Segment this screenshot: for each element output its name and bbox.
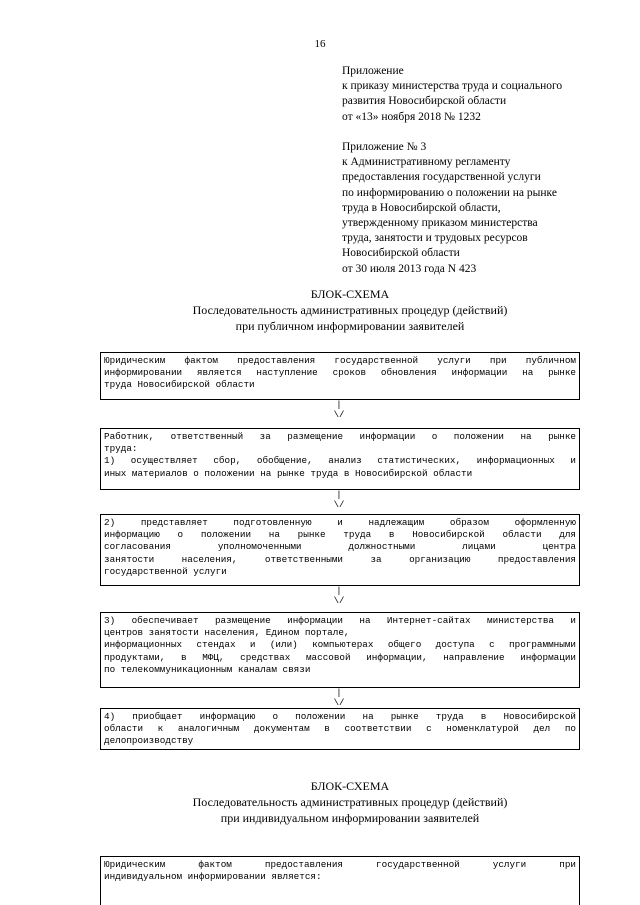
page-number: 16: [314, 38, 326, 50]
arrow-glyph: \/: [333, 596, 345, 606]
scheme-2-heading: [100, 778, 600, 826]
appendix-line: утвержденному приказом министерства: [342, 217, 538, 230]
box-line: труда Новосибирской области: [104, 379, 255, 391]
box-line: Работник, ответственный за размещение информации о положении на рынке: [104, 431, 576, 442]
flow-box-legal-fact: [100, 352, 580, 400]
appendix-line: Приложение № 3: [342, 141, 427, 153]
appendix-header: [342, 64, 612, 125]
scheme-1-heading: [100, 286, 600, 334]
box-line: труда:: [104, 443, 138, 455]
box-line: индивидуальном информировании является:: [104, 871, 322, 883]
appendix-line: от 30 июля 2013 года N 423: [342, 262, 477, 275]
scheme-subtitle: Последовательность административных процедур (действий): [192, 795, 508, 809]
box-line: занятости населения, ответственными за организацию предоставления: [104, 553, 576, 565]
flow-arrow-down-icon: | \/: [333, 586, 345, 606]
box-line: государственной услуги: [104, 565, 227, 577]
appendix-line: Новосибирской области: [342, 247, 460, 260]
box-line: центров занятости населения, Едином портале,: [104, 627, 350, 639]
box-line: Юридическим фактом предоставления государственной услуги при публичном: [104, 355, 576, 366]
box-line: 4) приобщает информацию о положении на рынке труда в Новосибирской: [104, 711, 576, 722]
appendix-line: от «13» ноября 2018 № 1232: [342, 110, 481, 123]
box-line: 2) представляет подготовленную и надлежащим образом оформленную: [104, 517, 576, 528]
scheme-title: БЛОК-СХЕМА: [310, 287, 390, 301]
arrow-glyph: \/: [333, 410, 345, 420]
arrow-glyph: \/: [333, 698, 345, 708]
flow-arrow-down-icon: | \/: [333, 400, 345, 420]
box-line: по телекоммуникационным каналам связи: [104, 663, 311, 675]
appendix-line: предоставления государственной услуги: [342, 171, 541, 184]
appendix-line: к Административному регламенту: [342, 156, 511, 169]
appendix-line: труда в Новосибирской области,: [342, 201, 501, 214]
box-line: информационных стендах и (или) компьютерах общего доступа с программными: [104, 639, 576, 651]
box-line: 1) осуществляет сбор, обобщение, анализ статистических, информационных и: [104, 455, 576, 467]
flow-arrow-down-icon: | \/: [333, 490, 345, 510]
arrow-glyph: \/: [333, 500, 345, 510]
flow-arrow-down-icon: | \/: [333, 688, 345, 708]
scheme-subtitle: при публичном информировании заявителей: [235, 319, 465, 333]
box-line: информацию о положении на рынке труда в Новосибирской области для: [104, 529, 576, 541]
box-line: продуктами, в МФЦ, средствах массовой информации, направление информации: [104, 651, 576, 663]
box-line: Юридическим фактом предоставления государственной услуги при: [104, 859, 576, 870]
appendix-line: по информированию о положении на рынке: [342, 186, 557, 199]
box-line: 3) обеспечивает размещение информации на Интернет-сайтах министерства и: [104, 615, 576, 626]
appendix-line: к приказу министерства труда и социального: [342, 80, 563, 93]
flow-box-individual-legal-fact: [100, 856, 580, 905]
flow-box-step-4: [100, 708, 580, 750]
appendix-3-header: [342, 140, 612, 277]
scheme-title: БЛОК-СХЕМА: [310, 779, 390, 793]
box-line: делопроизводству: [104, 735, 194, 747]
scheme-subtitle: при индивидуальном информировании заявителей: [220, 811, 480, 825]
flow-box-step-2: [100, 514, 580, 586]
scheme-subtitle: Последовательность административных процедур (действий): [192, 303, 508, 317]
flow-box-step-3: [100, 612, 580, 688]
box-line: области к аналогичным документам в соответствии с номенклатурой дел по: [104, 723, 576, 735]
box-line: информировании является наступление сроков обновления информации на рынке: [104, 367, 576, 379]
flow-box-step-1: [100, 428, 580, 490]
box-line: иных материалов о положении на рынке труда в Новосибирской области: [104, 467, 473, 479]
appendix-line: развития Новосибирской области: [342, 95, 507, 108]
appendix-line: труда, занятости и трудовых ресурсов: [342, 232, 528, 245]
box-line: согласования уполномоченными должностными лицами центра: [104, 541, 576, 553]
appendix-line: Приложение: [342, 65, 404, 77]
